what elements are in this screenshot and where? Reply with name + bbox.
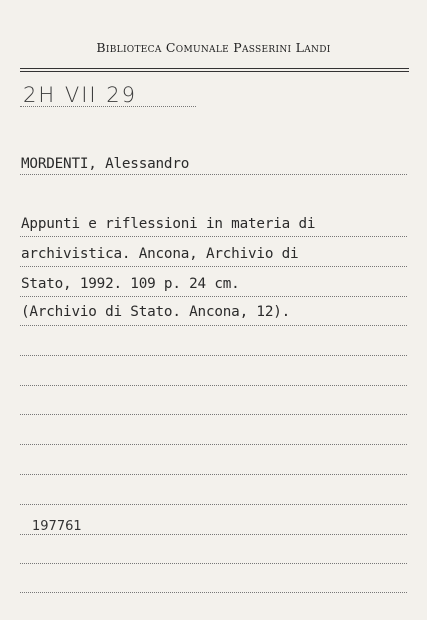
dotted-line (20, 296, 407, 297)
description-line-2: archivistica. Ancona, Archivio di (21, 246, 299, 262)
dotted-line (20, 355, 407, 356)
dotted-line (20, 325, 407, 326)
shelfmark: 2H VII 29 (23, 83, 137, 107)
dotted-line (20, 563, 407, 564)
dotted-line (20, 174, 407, 175)
inventory-number: 197761 (32, 519, 82, 534)
dotted-line (20, 504, 407, 505)
description-line-4: (Archivio di Stato. Ancona, 12). (21, 304, 291, 320)
dotted-line (20, 534, 407, 535)
dotted-line (20, 266, 407, 267)
dotted-line (20, 592, 407, 593)
header-rule-top (20, 68, 409, 69)
dotted-line (20, 414, 407, 415)
author-heading: MORDENTI, Alessandro (21, 156, 190, 172)
shelfmark-dotted-line (20, 106, 196, 107)
library-header: Biblioteca Comunale Passerini Landi (96, 40, 331, 55)
header-rule-bottom (20, 71, 409, 72)
dotted-line (20, 385, 407, 386)
dotted-line (20, 444, 407, 445)
dotted-line (20, 236, 407, 237)
dotted-line (20, 474, 407, 475)
description-line-3: Stato, 1992. 109 p. 24 cm. (21, 276, 240, 292)
description-line-1: Appunti e riflessioni in materia di (21, 216, 316, 232)
